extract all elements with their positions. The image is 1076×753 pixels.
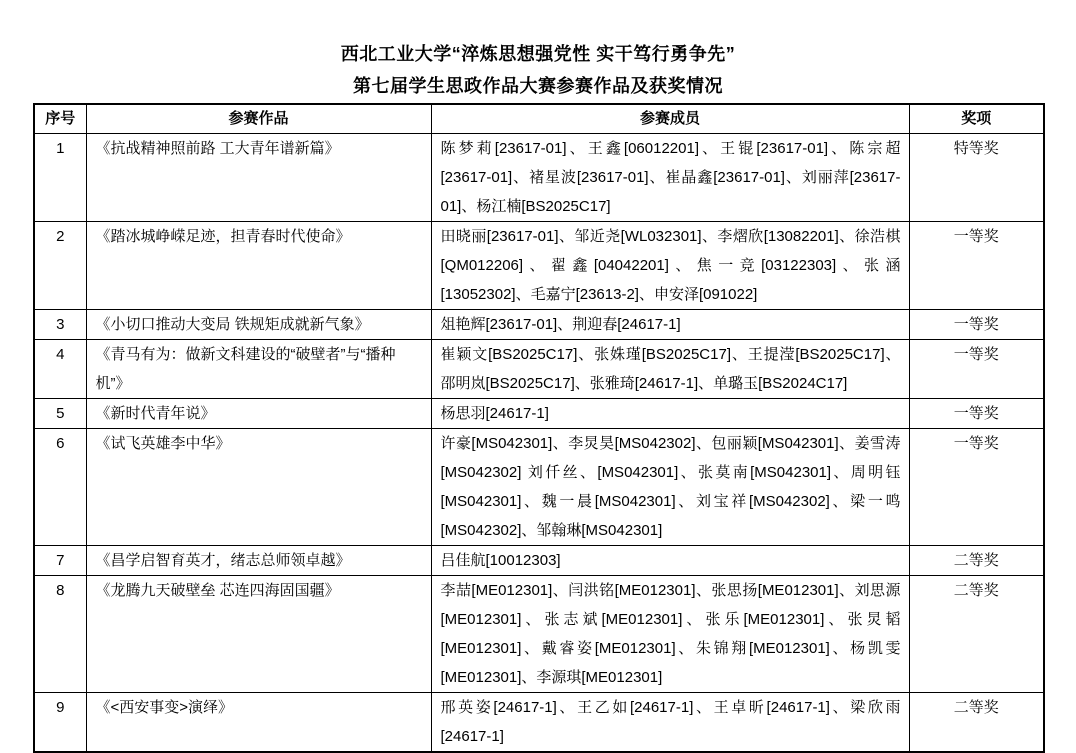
table-row: [34, 399, 1044, 429]
award-cell: 一等奖: [909, 340, 1044, 399]
award-cell: 一等奖: [909, 310, 1044, 340]
row-index-cell: 5: [34, 399, 86, 429]
award-cell: 特等奖: [909, 134, 1044, 222]
header-award: 奖项: [909, 104, 1044, 134]
table-row: [34, 693, 1044, 753]
members-cell: 陈梦莉[23617-01]、王鑫[06012201]、王锟[23617-01]、陈宗超[23617-01]、褚星波[23617-01]、崔晶鑫[23617-01]、刘丽萍[23617-01]、杨江楠[BS2025C17]: [431, 134, 909, 222]
members-cell: 俎艳辉[23617-01]、荆迎春[24617-1]: [431, 310, 909, 340]
work-title-cell: 《试飞英雄李中华》: [86, 429, 431, 546]
award-cell: 二等奖: [909, 546, 1044, 576]
work-title-cell: 《<西安事变>演绎》: [86, 693, 431, 753]
award-cell: 二等奖: [909, 693, 1044, 753]
work-title-cell: 《龙腾九天破壁垒 芯连四海固国疆》: [86, 576, 431, 693]
members-cell: 杨思羽[24617-1]: [431, 399, 909, 429]
members-cell: 邢英姿[24617-1]、王乙如[24617-1]、王卓昕[24617-1]、梁欣雨[24617-1]: [431, 693, 909, 753]
table-row: [34, 310, 1044, 340]
members-cell: 田晓丽[23617-01]、邹近尧[WL032301]、李熠欣[13082201]、徐浩棋[QM012206]、翟鑫[04042201]、焦一竞[03122303]、张涵[13052302]、毛嘉宁[23613-2]、申安泽[091022]: [431, 222, 909, 310]
document-title-line1: 西北工业大学“淬炼思想强党性 实干笃行勇争先”: [340, 44, 736, 64]
row-index-cell: 8: [34, 576, 86, 693]
table-row: [34, 134, 1044, 222]
document-title-line2: 第七届学生思政作品大赛参赛作品及获奖情况: [353, 76, 723, 96]
work-title-cell: 《小切口推动大变局 铁规矩成就新气象》: [86, 310, 431, 340]
members-cell: 李喆[ME012301]、闫洪铭[ME012301]、张思扬[ME012301]、刘思源[ME012301]、张志斌[ME012301]、张乐[ME012301]、张炅韬[ME012301]、戴睿姿[ME012301]、朱锦翔[ME012301]、杨凯雯[ME012301]、李源琪[ME012301]: [431, 576, 909, 693]
table-row: [34, 222, 1044, 310]
row-index-cell: 4: [34, 340, 86, 399]
work-title-cell: 《新时代青年说》: [86, 399, 431, 429]
row-index-cell: 7: [34, 546, 86, 576]
award-cell: 一等奖: [909, 429, 1044, 546]
table-row: [34, 429, 1044, 546]
header-members: 参赛成员: [431, 104, 909, 134]
work-title-cell: 《青马有为：做新文科建设的“破壁者”与“播种机”》: [86, 340, 431, 399]
header-index: 序号: [34, 104, 86, 134]
members-cell: 吕佳航[10012303]: [431, 546, 909, 576]
award-cell: 一等奖: [909, 222, 1044, 310]
award-cell: 一等奖: [909, 399, 1044, 429]
award-cell: 二等奖: [909, 576, 1044, 693]
row-index-cell: 3: [34, 310, 86, 340]
members-cell: 许豪[MS042301]、李炅昊[MS042302]、包丽颖[MS042301]、姜雪涛[MS042302] 刘仟丝、[MS042301]、张莫南[MS042301]、周明钰[MS042301]、魏一晨[MS042301]、刘宝祥[MS042302]、梁一鸣[MS042302]、邹翰琳[MS042301]: [431, 429, 909, 546]
row-index-cell: 2: [34, 222, 86, 310]
table-header-row: [34, 104, 1044, 134]
row-index-cell: 6: [34, 429, 86, 546]
table-row: [34, 340, 1044, 399]
table-body: [34, 134, 1044, 753]
work-title-cell: 《抗战精神照前路 工大青年谱新篇》: [86, 134, 431, 222]
members-cell: 崔颖文[BS2025C17]、张姝瑾[BS2025C17]、王提滢[BS2025C17]、邵明岚[BS2025C17]、张雅琦[24617-1]、单璐玉[BS2024C17]: [431, 340, 909, 399]
work-title-cell: 《踏冰城峥嵘足迹，担青春时代使命》: [86, 222, 431, 310]
table-row: [34, 576, 1044, 693]
awards-table: [33, 103, 1045, 753]
row-index-cell: 9: [34, 693, 86, 753]
table-row: [34, 546, 1044, 576]
header-work: 参赛作品: [86, 104, 431, 134]
work-title-cell: 《昌学启智育英才，绪志总师领卓越》: [86, 546, 431, 576]
row-index-cell: 1: [34, 134, 86, 222]
